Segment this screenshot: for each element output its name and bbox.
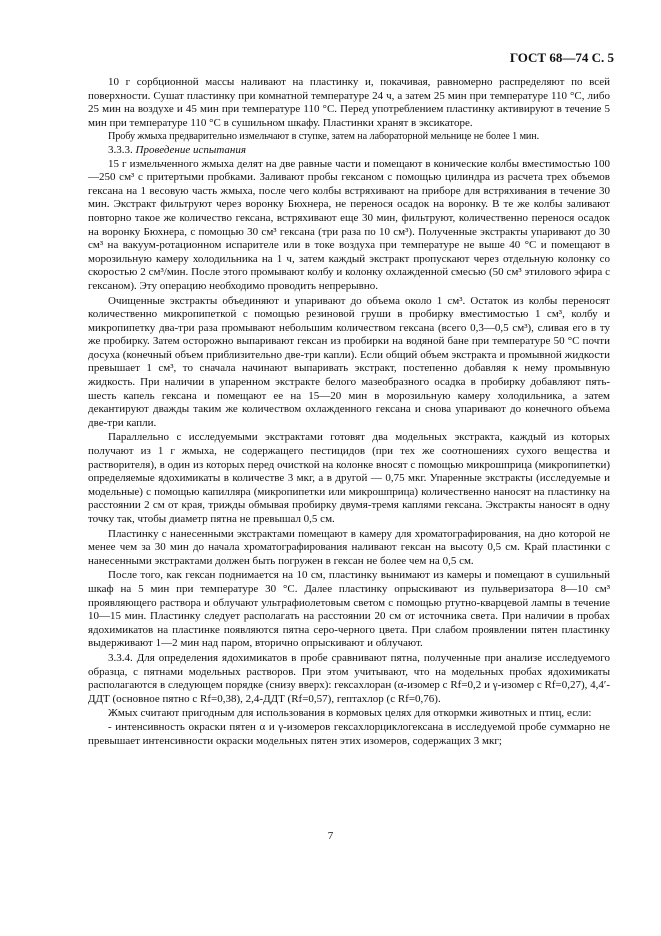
paragraph-extraction: 15 г измельченного жмыха делят на две равные части и помещают в конические колбы вместимостью 100—250 см³ с притертыми пробками. Заливают пробы гексаном с помощью цилиндра из расчета трех объемов гексана на 1 весовую часть жмыха, после чего колбы встряхивают на приборе для встряхивания в течение 30 мин. Экстракт фильтруют через воронку Бюхнера, не перенося осадок на воронку. В те же колбы заливают повторно такое же количество гексана, встряхивают еще 30 мин, фильтруют, количественно перенося осадок на воронку Бюхнера, с помощью 30 см³ гексана (три раза по 10 см³). Полученные экстракты упаривают до 30 см³ на вакуум-ротационном испарителе или в токе воздуха при температуре не выше 40 °С и помещают в морозильную камеру холодильника на 1 ч, затем каждый экстракт пропускают через отдельную колонку со скоростью 2 см³/мин. После этого промывают колбу и колонку охлажденной смесью (50 см³ этилового эфира с гексаном). Эту операцию необходимо проводить непрерывно. <box>88 157 610 292</box>
page-header: ГОСТ 68—74 С. 5 <box>509 50 614 65</box>
paragraph-model-extracts: Параллельно с исследуемыми экстрактами готовят два модельных экстракта, каждый из которых получают из 1 г жмыха, не содержащего пестицидов (при тех же соотношениях сухого вещества и растворителя), в один из которых перед очисткой на колонке вносят с помощью микрошприца (микропипетки) определяемые ядохимикаты в количестве 3 мкг, а в другой — 0,75 мкг. Упаренные экстракты (исследуемые и модельные) с помощью капилляра (микропипетки или микрошприца) количественно наносят на пластинку на расстоянии 2 см от края, трижды обмывая пробирку двумя-тремя каплями гексана. Экстракты наносят в одну точку так, чтобы диаметр пятна не превышал 0,5 см. <box>88 431 610 525</box>
paragraph-development: После того, как гексан поднимается на 10 см, пластинку вынимают из камеры и помещают в сушильный шкаф на 5 мин при температуре 30 °С. Далее пластинку опрыскивают из пульверизатора 8—10 см³ проявляющего раствора и облучают ультрафиолетовым светом с помощью ртутно-кварцевой лампы в течение 10—15 мин. Пластинку следует располагать на расстоянии 20 см от источника света. При наличии в пробах ядохимикатов на пластинке появляются пятна серо-черного цвета. При слабом проявлении пятен пластинку выдерживают 1—2 мин над паром, вторично опрыскивают и облучают. <box>88 569 610 650</box>
section-number: 3.3.3. <box>108 143 136 156</box>
list-item-criterion: - интенсивность окраски пятен α и γ-изомеров гексахлорциклогексана в исследуемой пробе суммарно не превышает интенсивности окраски модельных пятен этих изомеров, содержащих 3 мкг; <box>88 720 610 747</box>
page-number: 7 <box>327 830 334 842</box>
paragraph-3-3-4: 3.3.4. Для определения ядохимикатов в пробе сравнивают пятна, полученные при анализе исследуемого образца, с пятнами модельных растворов. При этом учитывают, что на модельных пробах ядохимикаты располагаются в следующем порядке (снизу вверх): гексахлоран (α-изомер с Rf=0,2 и γ-изомер с Rf=0,27), 4,4′-ДДТ (основное пятно с Rf=0,38), 2,4-ДДТ (Rf=0,57), гептахлор (с Rf=0,76). <box>88 651 610 705</box>
paragraph-evaporation: Очищенные экстракты объединяют и упаривают до объема около 1 см³. Остаток из колбы переносят количественно микропипеткой с помощью резиновой груши в пробирку вместимостью 1 см³, колбу и микропипетку два-три раза промывают небольшим количеством гексана (всего 0,3—0,5 см³), сливая его в ту же пробирку. Затем осторожно выпаривают гексан из пробирки на водяной бане при температуре 50 °С почти досуха (конечный объем приблизительно две-три капли). Если общий объем экстракта и промывной жидкости превышает 1 см³, то сначала начинают выпаривать экстракт, постепенно добавляя к нему промывную жидкость. При наличии в упаренном экстракте белого мазеобразного осадка в пробирку добавляют пять-шесть капель гексана и помещают ее на 15—20 мин в морозильную камеру холодильника, а затем декантируют дважды таким же количеством охлажденного гексана и снова упаривают до конечного объема две-три капли. <box>88 294 610 429</box>
section-title: Проведение испытания <box>135 143 246 156</box>
paragraph-sorbent: 10 г сорбционной массы наливают на пластинку и, покачивая, равномерно распределяют по всей поверхности. Сушат пластинку при комнатной температуре 24 ч, а затем 25 мин при температуре 110 °С, либо 25 мин на воздухе и 45 мин при температуре 110 °С. Перед употреблением пластинку активируют в течение 5 мин при температуре 110 °С в сушильном шкафу. Пластинки хранят в эксикаторе. <box>88 76 610 129</box>
paragraph-chromatography-chamber: Пластинку с нанесенными экстрактами помещают в камеру для хроматографирования, на дно которой не менее чем за 30 мин до начала хроматографирования наливают гексан на высоту 0,5 см. Край пластинки с нанесенными экстрактами должен быть погружен в гексан не более чем на 0,5 см. <box>88 527 610 567</box>
paragraph-sample-grinding: Пробу жмыха предварительно измельчают в ступке, затем на лабораторной мельнице не более 1 мин. <box>108 131 540 143</box>
body-text <box>88 76 610 748</box>
section-heading-3-3-3 <box>88 144 610 158</box>
paragraph-suitability: Жмых считают пригодным для использования в кормовых целях для откормки животных и птиц, если: <box>108 707 592 720</box>
